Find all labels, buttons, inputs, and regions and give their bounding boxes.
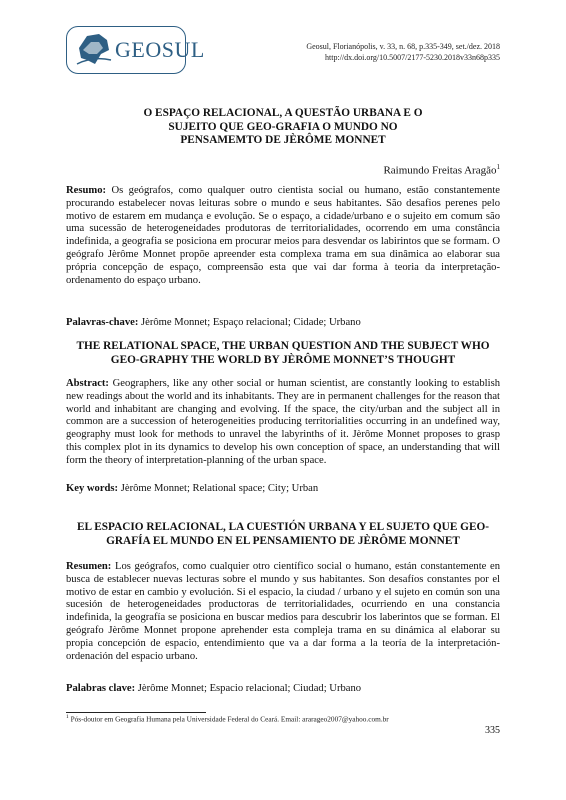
journal-citation <box>306 42 500 63</box>
abstract-label: Abstract: <box>66 378 109 389</box>
keywords-text: Jèrôme Monnet; Relational space; City; Urban <box>120 483 319 494</box>
doi-link[interactable]: http://dx.doi.org/10.5007/2177-5230.2018v33n68p335 <box>325 52 500 62</box>
abstract-text: Geographers, like any other social or human scientist, are constantly looking to establish new readings about the world and its inhabitants. They are in permanent challenges for the reason that world and inhabitant are changing and evolving. If the space, the city/urban and the subject all in common are a succession of heterogeneities producing territorialities occurring in an undefined way, geography must look for methods to unravel the labyrinths of it. Jèrôme Monnet proposes to grasp this complex plot in its dynamics to develop his own conception of space, an understanding that will form the theory of interpretation-planning of the urban space. <box>66 378 500 466</box>
title-portuguese <box>66 107 500 148</box>
keywords-label: Palavras-chave: <box>66 317 139 328</box>
title-line: PENSAMEMTO DE JÈRÔME MONNET <box>180 134 386 146</box>
footnote-number: 1 <box>66 714 69 720</box>
title-line: SUJEITO QUE GEO-GRAFIA O MUNDO NO <box>168 120 398 133</box>
map-icon <box>73 30 115 70</box>
journal-logo <box>66 26 205 74</box>
abstract-english <box>66 378 500 468</box>
abstract-text: Os geógrafos, como qualquer outro cientista social ou humano, estão constantemente procurando estabelecer novas leituras sobre o mundo e seus habitantes. São desafios perenes pelo motivo de estarem em mudança e evolução. Se o espaço, a cidade/urbano e o sujeito em comum são uma sucessão de heterogeneidades produtoras de territorialidades, ocorrendo em uma constância indefinida, a geografia se posiciona em procurar meios para desvendar os labirintos que se formam. O geógrafo Jèrôme Monnet propõe apreender esta complexa trama em sua dinâmica ao elaborar sua própria concepção de espaço, compreensão esta que vai dar forma à teoria da interpretação-ordenamento do espaço urbano. <box>66 185 500 286</box>
keywords-english <box>66 482 500 495</box>
title-line: THE RELATIONAL SPACE, THE URBAN QUESTION AND THE SUBJECT WHO <box>76 340 490 352</box>
title-line: GEO-GRAPHY THE WORLD BY JÈRÔME MONNET’S THOUGHT <box>110 353 456 366</box>
author-name <box>383 163 500 177</box>
author-name-text: Raimundo Freitas Aragão <box>383 164 497 177</box>
footnote-marker: 1 <box>496 163 500 171</box>
abstract-text: Los geógrafos, como cualquier otro científico social o humano, están constantemente en busca de establecer nuevas lecturas sobre el mundo y sus habitantes. Son desafíos constantes por el motivo de estar en cambio y evolución. Si el espacio, la ciudad / urbano y el sujeto en común son una sucesión de heterogeneidades productoras de territorialidades, ocurriendo en una constancia indefinida, la geografía se posiciona en buscar medios para descubrir los laberintos que se forman. El geógrafo Jèrôme Monnet propone aprehender esta compleja trama en su dinámica al elaborar su propia concepción de espacio, entendimiento que va a dar forma a la teoría de la interpretación-ordenación del espacio urbano. <box>66 561 500 662</box>
title-line: EL ESPACIO RELACIONAL, LA CUESTIÓN URBANA Y EL SUJETO QUE GEO- <box>76 521 490 533</box>
keywords-spanish <box>66 682 500 695</box>
footnote <box>66 714 389 723</box>
title-english <box>66 340 500 367</box>
logo-text: GEOSUL <box>115 37 205 62</box>
abstract-spanish <box>66 561 500 663</box>
keywords-text: Jèrôme Monnet; Espacio relacional; Ciudad; Urbano <box>137 683 362 694</box>
title-spanish <box>66 521 500 548</box>
keywords-label: Palabras clave: <box>66 683 136 694</box>
footnote-divider <box>66 712 206 713</box>
title-line: GRAFÍA EL MUNDO EN EL PENSAMIENTO DE JÈRÔME MONNET <box>106 534 460 547</box>
abstract-label: Resumo: <box>66 185 107 196</box>
keywords-label: Key words: <box>66 483 119 494</box>
title-line: O ESPAÇO RELACIONAL, A QUESTÃO URBANA E O <box>143 107 423 119</box>
abstract-label: Resumen: <box>66 561 112 572</box>
journal-citation-line: Geosul, Florianópolis, v. 33, n. 68, p.335-349, set./dez. 2018 <box>306 42 500 51</box>
page-number: 335 <box>485 725 500 736</box>
abstract-portuguese <box>66 185 500 287</box>
footnote-text: Pós-doutor em Geografia Humana pela Universidade Federal do Ceará. Email: ararageo2007@yahoo.com.br <box>70 714 389 724</box>
keywords-portuguese <box>66 316 500 329</box>
keywords-text: Jèrôme Monnet; Espaço relacional; Cidade; Urbano <box>141 317 361 328</box>
